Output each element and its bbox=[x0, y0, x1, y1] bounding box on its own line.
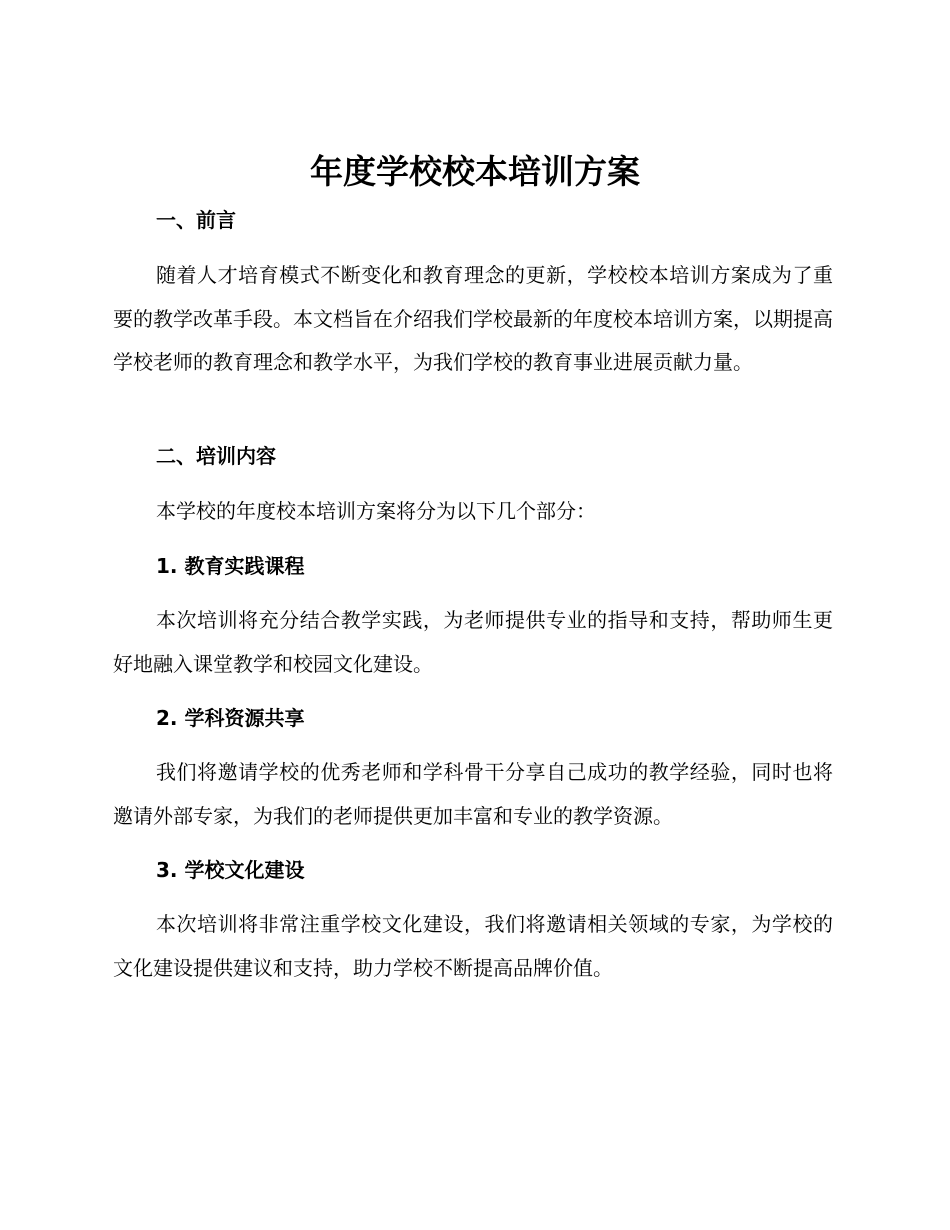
section-paragraph-practice-course: 本次培训将充分结合教学实践，为老师提供专业的指导和支持，帮助师生更好地融入课堂教学和校园文化建设。 bbox=[113, 608, 833, 676]
section-paragraph-training-content: 本学校的年度校本培训方案将分为以下几个部分： bbox=[156, 499, 596, 523]
document-title: 年度学校校本培训方案 bbox=[310, 152, 640, 191]
section-heading-preface: 一、前言 bbox=[156, 208, 236, 232]
section-heading-training-content: 二、培训内容 bbox=[156, 444, 276, 468]
section-heading-practice-course: 1. 教育实践课程 bbox=[156, 554, 305, 578]
section-paragraph-school-culture: 本次培训将非常注重学校文化建设，我们将邀请相关领域的专家，为学校的文化建设提供建议和支持，助力学校不断提高品牌价值。 bbox=[113, 912, 833, 980]
section-paragraph-preface: 随着人才培育模式不断变化和教育理念的更新，学校校本培训方案成为了重要的教学改革手段。本文档旨在介绍我们学校最新的年度校本培训方案，以期提高学校老师的教育理念和教学水平，为我们学校的教育事业进展贡献力量。 bbox=[113, 263, 833, 374]
section-heading-resource-sharing: 2. 学科资源共享 bbox=[156, 706, 305, 730]
section-heading-school-culture: 3. 学校文化建设 bbox=[156, 858, 305, 882]
section-paragraph-resource-sharing: 我们将邀请学校的优秀老师和学科骨干分享自己成功的教学经验，同时也将邀请外部专家，为我们的老师提供更加丰富和专业的教学资源。 bbox=[113, 760, 833, 828]
